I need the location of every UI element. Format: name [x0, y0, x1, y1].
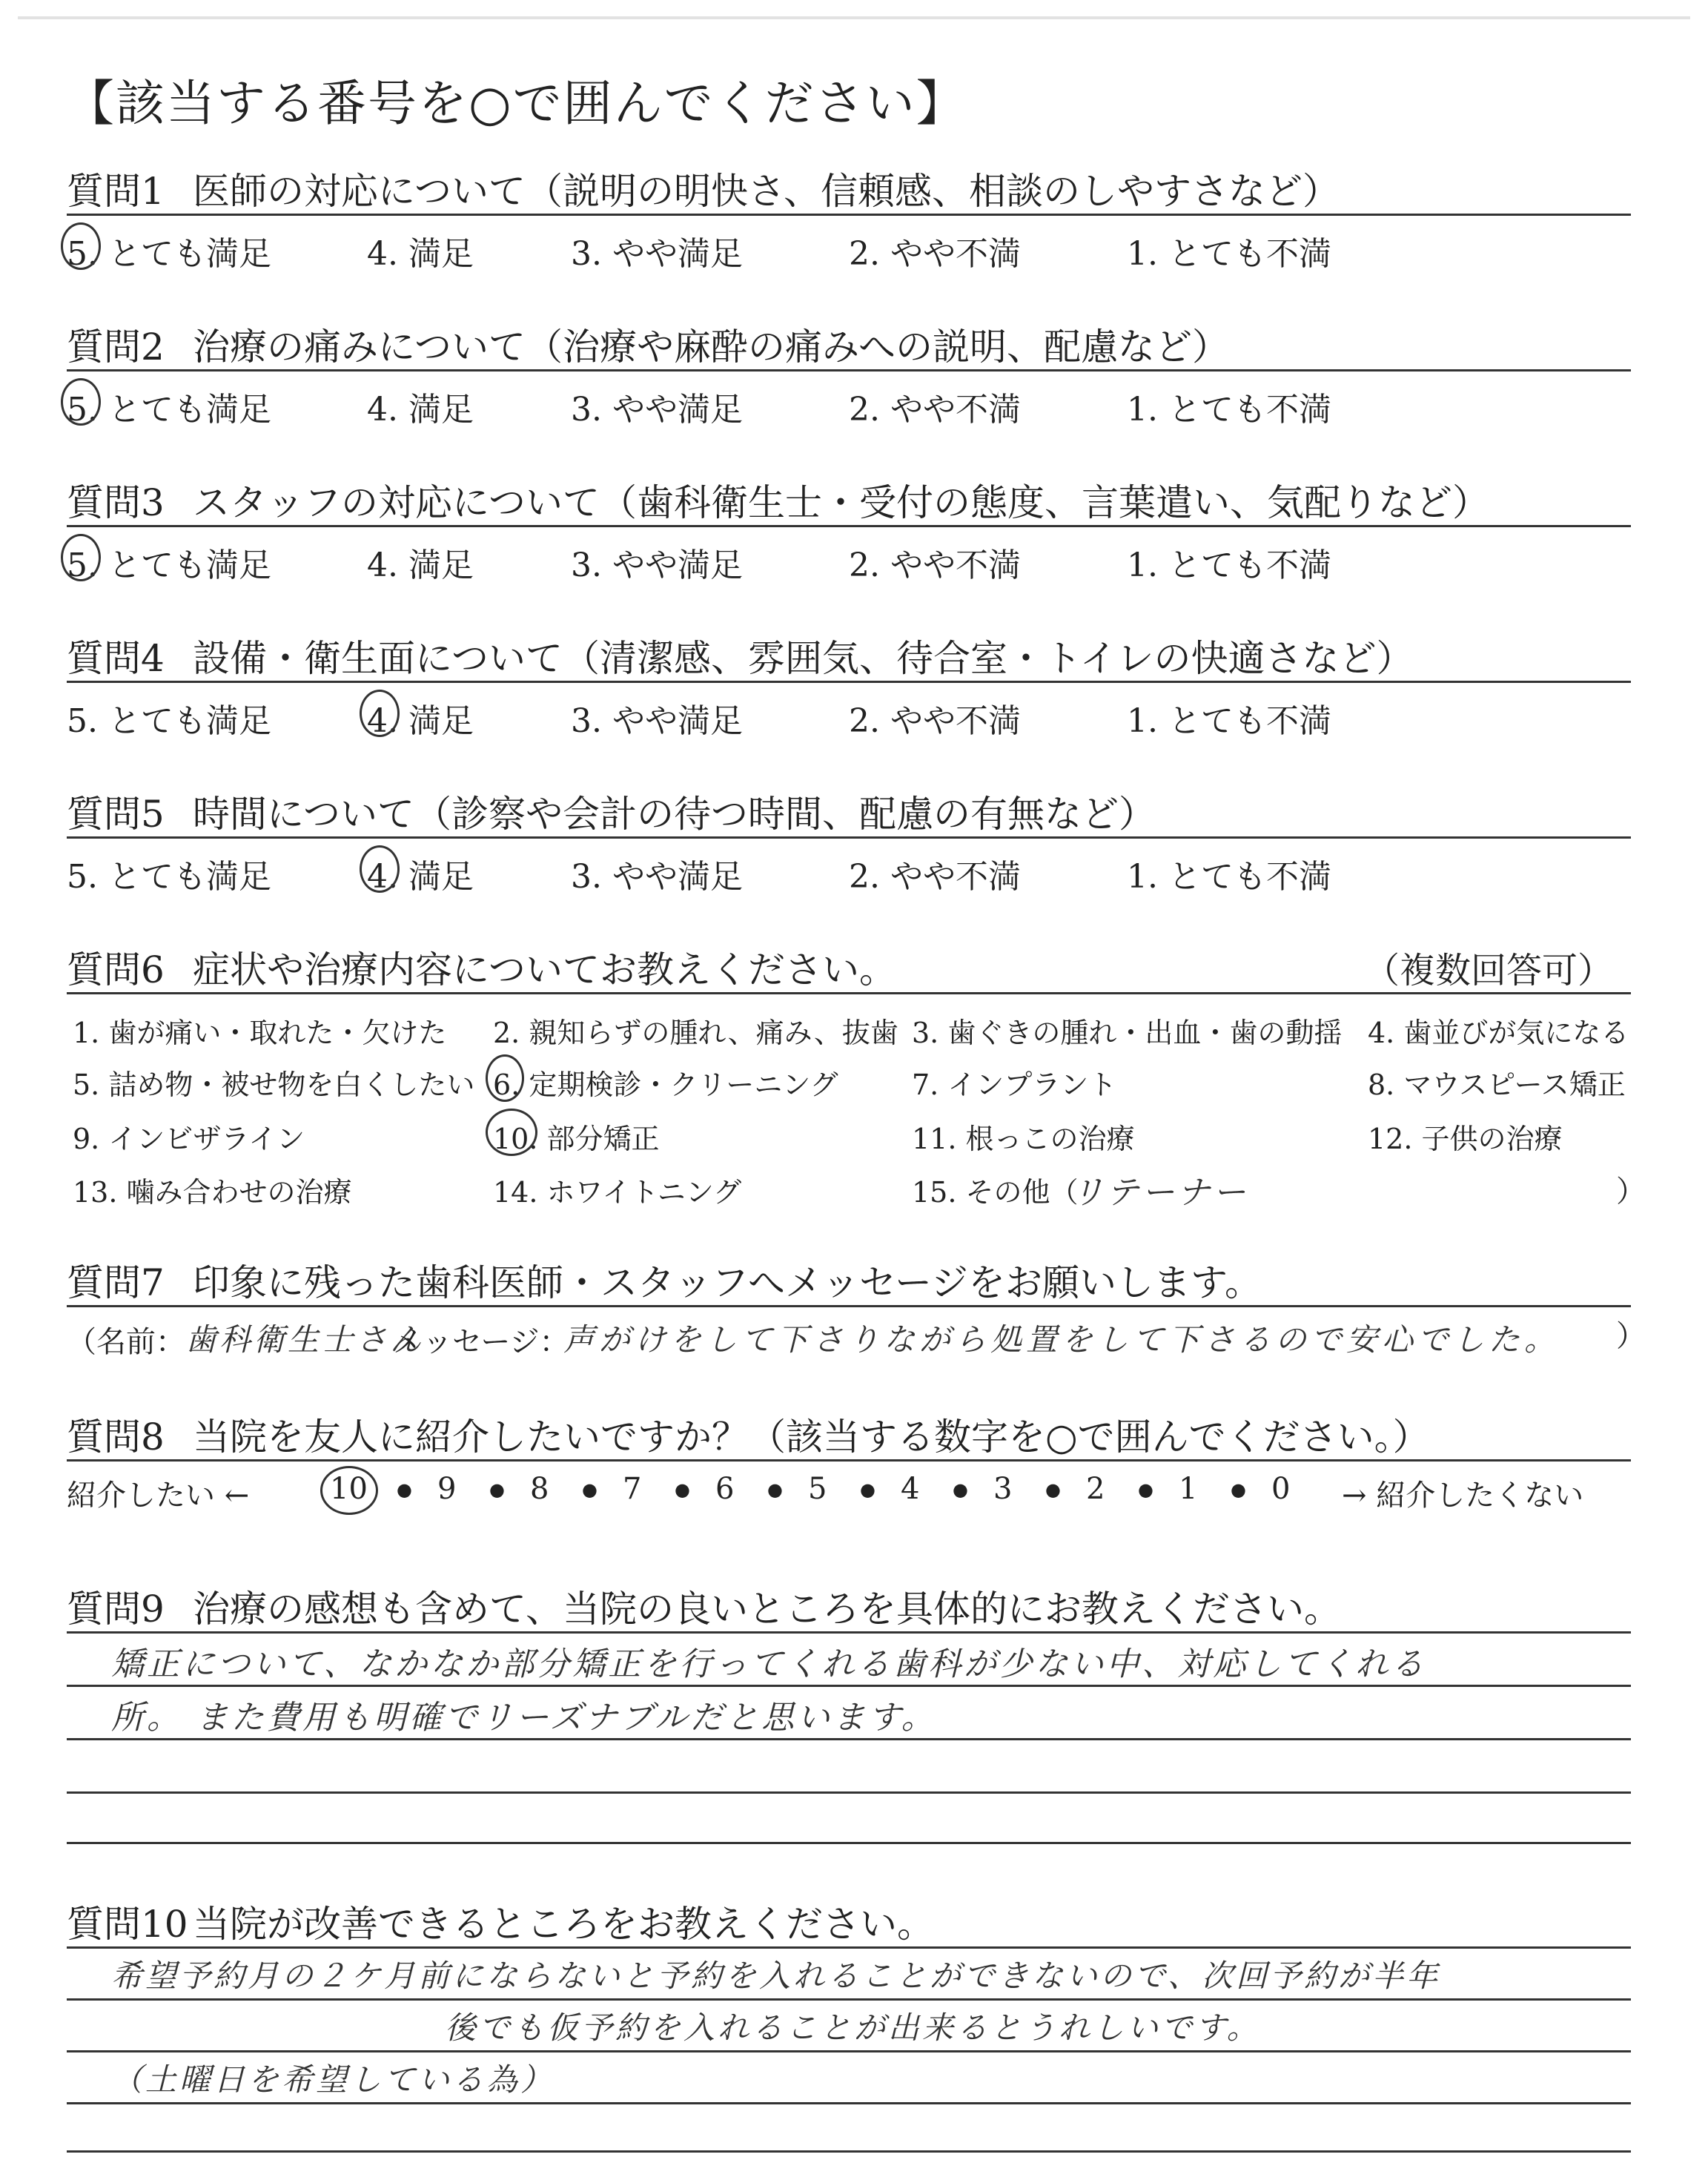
treatment-item-5[interactable]: 5. 詰め物・被せ物を白くしたい	[73, 1069, 475, 1101]
question-2-options	[67, 383, 1631, 429]
option-2[interactable]: 2. やや不満	[849, 235, 1021, 273]
treatment-item-13[interactable]: 13. 噛み合わせの治療	[73, 1176, 352, 1209]
question-5-options	[67, 850, 1631, 896]
option-5[interactable]: 5. とても満足	[67, 702, 271, 740]
scale-6[interactable]: 6	[715, 1472, 735, 1506]
option-3[interactable]: 3. やや満足	[571, 391, 743, 429]
scale-0[interactable]: 0	[1271, 1472, 1291, 1506]
selection-circle	[61, 378, 101, 426]
option-1[interactable]: 1. とても不満	[1127, 235, 1331, 273]
question-number: 質問3	[67, 481, 165, 524]
option-2[interactable]: 2. やや不満	[849, 702, 1021, 740]
scale-separator: ●	[489, 1479, 505, 1500]
option-5[interactable]: 5. とても満足	[67, 858, 271, 896]
treatment-item-2[interactable]: 2. 親知らずの腫れ、痛み、抜歯	[493, 1017, 898, 1049]
scale-8[interactable]: 8	[530, 1472, 549, 1506]
treatment-item-4[interactable]: 4. 歯並びが気になる	[1368, 1017, 1629, 1049]
treatment-item-10[interactable]: 10. 部分矯正	[493, 1123, 660, 1155]
question-text: 当院を友人に紹介したいですか？（該当する数字を○で囲んでください。）	[193, 1416, 1430, 1459]
question-number: 質問6	[67, 948, 165, 991]
question-2	[67, 317, 1229, 371]
selection-circle	[486, 1054, 524, 1102]
option-5[interactable]: 5. とても満足	[67, 391, 271, 429]
name-answer-handwritten[interactable]: 歯科衛生士さん	[185, 1321, 425, 1358]
question-7-rule	[67, 1305, 1631, 1307]
question-4-rule	[67, 681, 1631, 683]
question-number: 質問2	[67, 326, 165, 369]
question-text: 治療の感想も含めて、当院の良いところを具体的にお教えください。	[193, 1588, 1341, 1631]
option-4[interactable]: 4. 満足	[367, 391, 474, 429]
option-5[interactable]: 5. とても満足	[67, 235, 271, 273]
treatment-item-3[interactable]: 3. 歯ぐきの腫れ・出血・歯の動揺	[912, 1017, 1343, 1049]
question-10	[67, 1895, 934, 1948]
option-1[interactable]: 1. とても不満	[1127, 858, 1331, 896]
question-number: 質問5	[67, 793, 165, 836]
selection-circle	[486, 1109, 537, 1156]
message-label: メッセージ：	[393, 1325, 569, 1359]
top-border	[18, 16, 1690, 19]
scale-separator: ●	[953, 1479, 968, 1500]
question-text: 治療の痛みについて（治療や麻酔の痛みへの説明、配慮など）	[193, 326, 1229, 369]
option-5[interactable]: 5. とても満足	[67, 546, 271, 584]
answer-rule	[67, 2050, 1631, 2052]
treatment-item-8[interactable]: 8. マウスピース矯正	[1368, 1069, 1626, 1101]
scale-3[interactable]: 3	[993, 1472, 1013, 1506]
selection-circle	[61, 534, 101, 581]
answer-rule	[67, 2102, 1631, 2104]
option-4[interactable]: 4. 満足	[367, 235, 474, 273]
q10-answer-line-1[interactable]: 希望予約月の２ケ月前にならないと予約を入れることができないので、次回予約が半年	[111, 1958, 1441, 1994]
answer-rule	[67, 1946, 1631, 1949]
scale-separator: ●	[1231, 1479, 1246, 1500]
message-answer-handwritten[interactable]: 声がけをして下さりながら処置をして下さるので安心でした。	[563, 1321, 1560, 1358]
other-answer-handwritten[interactable]: リテーナー	[1071, 1174, 1249, 1212]
selection-circle	[61, 222, 101, 270]
answer-rule	[67, 1842, 1631, 1844]
question-3	[67, 473, 1489, 526]
question-text: 印象に残った歯科医師・スタッフへメッセージをお願いします。	[193, 1261, 1262, 1304]
answer-rule	[67, 2150, 1631, 2153]
option-4[interactable]: 4. 満足	[367, 702, 474, 740]
question-number: 質問8	[67, 1416, 165, 1459]
option-3[interactable]: 3. やや満足	[571, 858, 743, 896]
form-heading: 【該当する番号を○で囲んでください】	[65, 75, 967, 132]
treatment-item-1[interactable]: 1. 歯が痛い・取れた・欠けた	[73, 1017, 447, 1049]
scale-10[interactable]: 10	[330, 1472, 368, 1506]
treatment-item-14[interactable]: 14. ホワイトニング	[493, 1176, 742, 1209]
answer-rule	[67, 1738, 1631, 1740]
option-2[interactable]: 2. やや不満	[849, 858, 1021, 896]
question-4	[67, 629, 1414, 682]
question-5	[67, 785, 1156, 838]
question-number: 質問4	[67, 637, 165, 680]
treatment-item-6[interactable]: 6. 定期検診・クリーニング	[493, 1069, 838, 1101]
question-number: 質問10	[67, 1903, 188, 1946]
q10-answer-line-2[interactable]: 後でも仮予約を入れることが出来るとうれしいです。	[445, 2009, 1261, 2046]
scale-separator: ●	[582, 1479, 598, 1500]
option-2[interactable]: 2. やや不満	[849, 546, 1021, 584]
treatment-item-12[interactable]: 12. 子供の治療	[1368, 1123, 1563, 1155]
other-close-paren: ）	[1616, 1175, 1646, 1209]
name-label: （名前：	[67, 1325, 185, 1359]
selection-circle	[320, 1466, 378, 1515]
option-3[interactable]: 3. やや満足	[571, 235, 743, 273]
option-4[interactable]: 4. 満足	[367, 546, 474, 584]
question-8-rule	[67, 1459, 1631, 1462]
question-4-options	[67, 694, 1631, 740]
q10-answer-line-3[interactable]: （土曜日を希望している為）	[111, 2061, 555, 2098]
answer-rule	[67, 1998, 1631, 2001]
question-text: 当院が改善できるところをお教えください。	[193, 1903, 934, 1946]
question-number: 質問7	[67, 1261, 165, 1304]
question-7	[67, 1253, 1262, 1307]
treatment-item-7[interactable]: 7. インプラント	[912, 1069, 1117, 1101]
question-3-options	[67, 538, 1631, 584]
scale-1[interactable]: 1	[1179, 1472, 1198, 1506]
q9-answer-line-2[interactable]: 所。 また費用も明確でリーズナブルだと思います。	[111, 1699, 937, 1737]
option-4[interactable]: 4. 満足	[367, 858, 474, 896]
question-1-rule	[67, 214, 1631, 216]
option-3[interactable]: 3. やや満足	[571, 546, 743, 584]
answer-rule	[67, 1631, 1631, 1634]
question-text: 医師の対応について（説明の明快さ、信頼感、相談のしやすさなど）	[193, 170, 1340, 213]
option-2[interactable]: 2. やや不満	[849, 391, 1021, 429]
message-close-paren: ）	[1616, 1319, 1646, 1353]
scale-separator: ●	[1045, 1479, 1061, 1500]
scale-separator: ●	[767, 1479, 783, 1500]
scale-separator: ●	[1138, 1479, 1153, 1500]
treatment-item-11[interactable]: 11. 根っこの治療	[912, 1123, 1135, 1155]
question-text: スタッフの対応について（歯科衛生士・受付の態度、言葉遣い、気配りなど）	[193, 481, 1489, 524]
question-number: 質問1	[67, 170, 165, 213]
option-1[interactable]: 1. とても不満	[1127, 702, 1331, 740]
option-1[interactable]: 1. とても不満	[1127, 391, 1331, 429]
scale-separator: ●	[860, 1479, 875, 1500]
scale-4[interactable]: 4	[901, 1472, 920, 1506]
question-text: 設備・衛生面について（清潔感、雰囲気、待合室・トイレの快適さなど）	[193, 637, 1414, 680]
question-6	[67, 940, 896, 994]
question-9	[67, 1579, 1341, 1633]
scale-separator: ●	[675, 1479, 690, 1500]
q9-answer-line-1[interactable]: 矯正について、なかなか部分矯正を行ってくれる歯科が少ない中、対応してくれる	[111, 1645, 1427, 1683]
selection-circle	[360, 845, 400, 893]
option-3[interactable]: 3. やや満足	[571, 702, 743, 740]
answer-rule	[67, 1685, 1631, 1687]
scale-2[interactable]: 2	[1086, 1472, 1105, 1506]
question-2-rule	[67, 369, 1631, 371]
scale-7[interactable]: 7	[623, 1472, 642, 1506]
question-8	[67, 1407, 1430, 1461]
selection-circle	[360, 690, 400, 737]
treatment-item-15[interactable]: 15. その他（	[912, 1176, 1079, 1209]
question-3-rule	[67, 525, 1631, 527]
scale-right-label: → 紹介したくない	[1342, 1479, 1584, 1513]
treatment-item-9[interactable]: 9. インビザライン	[73, 1123, 305, 1155]
question-1-options	[67, 227, 1631, 273]
question-1	[67, 162, 1340, 215]
option-1[interactable]: 1. とても不満	[1127, 546, 1331, 584]
question-text: 症状や治療内容についてお教えください。	[193, 948, 896, 991]
question-text: 時間について（診察や会計の待つ時間、配慮の有無など）	[193, 793, 1156, 836]
scale-separator: ●	[397, 1479, 412, 1500]
multiple-answer-note: （複数回答可）	[1364, 950, 1614, 991]
scale-left-label: 紹介したい ←	[67, 1479, 250, 1513]
scale-5[interactable]: 5	[808, 1472, 827, 1506]
question-number: 質問9	[67, 1588, 165, 1631]
question-6-rule	[67, 992, 1631, 994]
question-5-rule	[67, 836, 1631, 839]
scale-9[interactable]: 9	[437, 1472, 457, 1506]
answer-rule	[67, 1791, 1631, 1794]
